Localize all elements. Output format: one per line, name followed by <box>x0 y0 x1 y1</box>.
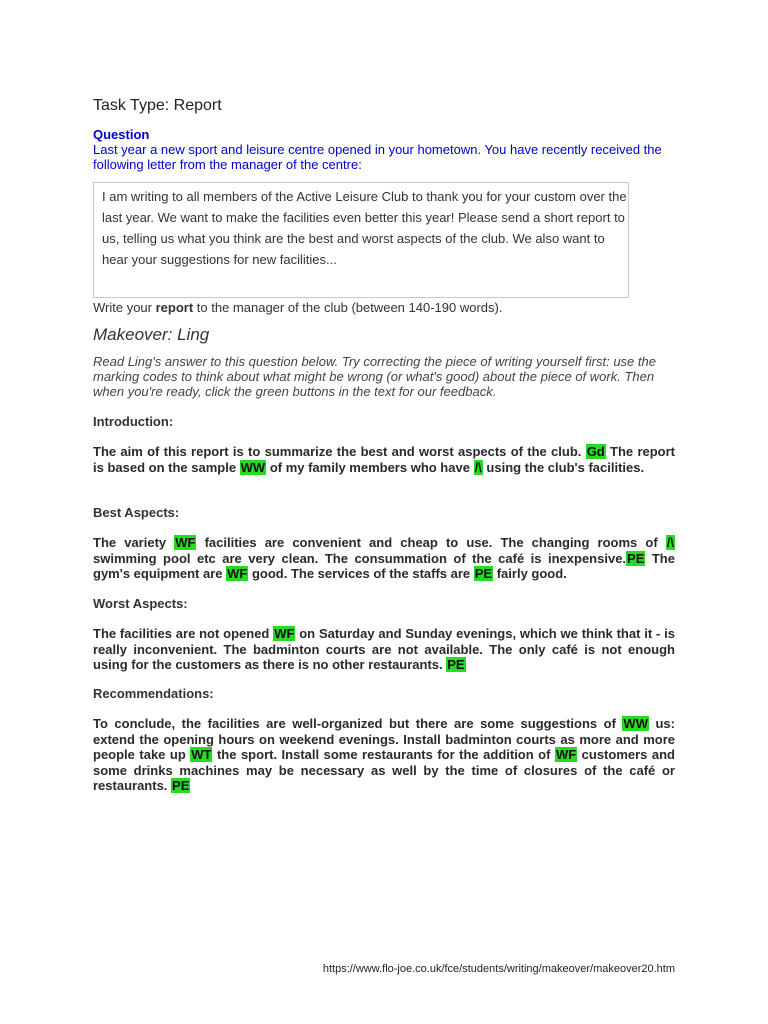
section-heading-best-aspects: Best Aspects: <box>93 505 180 520</box>
section-heading-introduction: Introduction: <box>93 414 174 429</box>
question-label: Question <box>93 127 150 142</box>
marking-code-button[interactable]: WW <box>623 716 648 731</box>
question-text: Last year a new sport and leisure centre opened in your hometown. You have recently received the following letter from the manager of the centre: <box>93 142 662 172</box>
task-title: Task Type: Report <box>93 97 222 114</box>
marking-code-button[interactable]: WF <box>555 747 577 762</box>
letter-box <box>93 182 629 298</box>
answer-text: facilities are convenient and cheap to use. The changing rooms of <box>196 535 666 550</box>
section-heading-worst-aspects: Worst Aspects: <box>93 596 188 611</box>
marking-code-button[interactable]: WF <box>274 626 295 641</box>
answer-text: The aim of this report is to summarize the best and worst aspects of the club. <box>93 444 586 459</box>
footer-url: https://www.flo-joe.co.uk/fce/students/writing/makeover/makeover20.htm <box>322 963 675 975</box>
answer-text: To conclude, the facilities are well-organized but there are some suggestions of <box>93 716 623 731</box>
answer-text: The variety <box>93 535 175 550</box>
answer-text: The report is based on the sample <box>93 444 676 475</box>
marking-code-button[interactable]: /\ <box>666 535 674 550</box>
section-heading-recommendations: Recommendations: <box>93 686 214 701</box>
makeover-intro: Read Ling's answer to this question below. Try correcting the piece of writing yourself first: use the marking codes to think about what might be wrong (or what's good) about the piece of work. Then when you're ready, click the green buttons in the text for our feedback. <box>93 354 656 399</box>
answer-text: fairly good. <box>493 566 567 581</box>
answer-text: customers and some drinks machines may be necessary as well by the time of closures of the café or restaurants. <box>93 747 675 793</box>
section-body-best-aspects <box>93 535 675 582</box>
marking-code-button[interactable]: /\ <box>474 459 482 475</box>
marking-code-button[interactable]: WW <box>240 459 266 475</box>
marking-code-button[interactable]: PE <box>172 778 190 793</box>
answer-text: of my family members who have <box>266 459 474 475</box>
section-body-introduction <box>93 444 675 475</box>
answer-text: The gym's equipment are <box>93 550 675 581</box>
marking-code-button[interactable]: WF <box>227 566 248 581</box>
marking-code-button[interactable]: PE <box>474 566 493 581</box>
letter-text: I am writing to all members of the Active Leisure Club to thank you for your custom over the last year. We want to make the facilities even better this year! Please send a short report to us, telling us what you think are the best and worst aspects of the club. We also want to hear your suggestions for new facilities... <box>102 189 627 267</box>
marking-code-button[interactable]: Gd <box>586 444 605 459</box>
write-instruction-after: to the manager of the club (between 140-190 words). <box>193 300 503 315</box>
marking-code-button[interactable]: WT <box>191 747 212 762</box>
answer-text: the sport. Install some restaurants for the addition of <box>212 747 555 762</box>
marking-code-button[interactable]: WF <box>175 535 196 550</box>
answer-text: The facilities are not opened <box>93 626 274 641</box>
answer-text: us: extend the opening hours on weekend evenings. Install badminton courts as more and more people take up <box>93 716 675 762</box>
write-instruction <box>93 300 502 315</box>
section-body-recommendations <box>93 716 675 794</box>
answer-text: good. The services of the staffs are <box>248 566 474 581</box>
makeover-title: Makeover: Ling <box>93 325 210 344</box>
answer-text: swimming pool etc are very clean. The consummation of the café is inexpensive. <box>93 550 627 566</box>
answer-text: using the club's facilities. <box>482 459 645 475</box>
section-body-worst-aspects <box>93 626 675 673</box>
write-instruction-before: Write your <box>93 300 156 315</box>
marking-code-button[interactable]: PE <box>627 550 645 566</box>
write-instruction-bold: report <box>155 300 194 315</box>
marking-code-button[interactable]: PE <box>447 657 465 672</box>
answer-text: on Saturday and Sunday evenings, which we think that it - is really inconvenient. The badminton courts are not available. The only café is not enough using for the customers as there is no other restaurants. <box>93 626 675 672</box>
